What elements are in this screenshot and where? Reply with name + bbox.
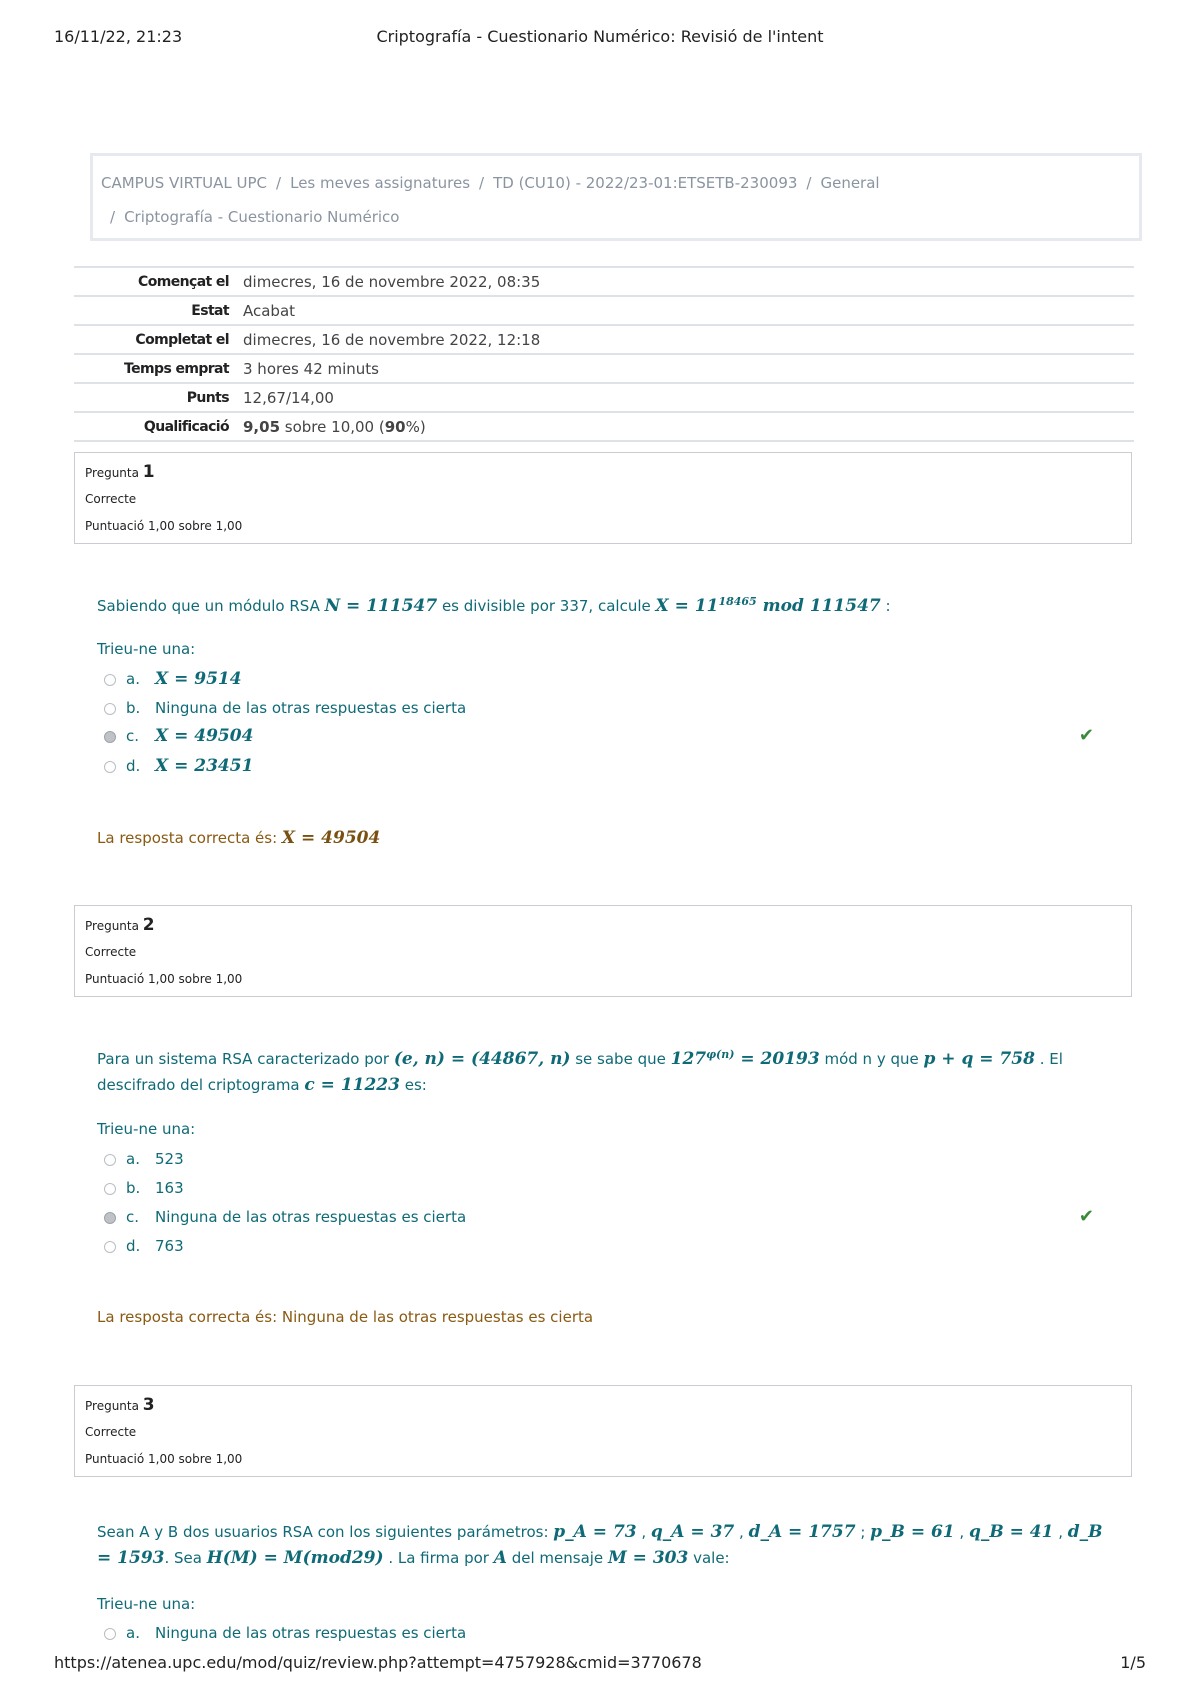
print-url: https://atenea.upc.edu/mod/quiz/review.php?attempt=4757928&cmid=3770678 xyxy=(54,1653,702,1672)
question-label: Pregunta xyxy=(85,466,139,480)
math-expression: mod 111547 xyxy=(756,596,881,616)
summary-label: Punts xyxy=(186,389,229,406)
question-state: Correcte xyxy=(85,492,137,506)
question-state: Correcte xyxy=(85,1425,137,1439)
math-expression: M = 303 xyxy=(607,1548,689,1568)
grade-percent: 90 xyxy=(384,417,406,436)
attempt-summary-table xyxy=(74,266,1134,442)
question-score: Puntuació 1,00 sobre 1,00 xyxy=(85,972,243,986)
summary-value: 12,67/14,00 xyxy=(243,388,334,407)
question-info-2 xyxy=(74,905,1132,997)
math-expression: q_A = 37 xyxy=(650,1522,735,1542)
math-expression: H(M) = M(mod29) xyxy=(206,1548,384,1568)
math-expression: p + q = 758 xyxy=(923,1049,1035,1069)
radio-button[interactable] xyxy=(104,674,116,686)
summary-value: 9,05 sobre 10,00 (90%) xyxy=(243,417,426,436)
question-label: Pregunta xyxy=(85,919,139,933)
math-expression: = 20193 xyxy=(734,1049,820,1069)
breadcrumb-link-course[interactable]: TD (CU10) - 2022/23-01:ETSETB-230093 xyxy=(493,174,798,192)
answer-prompt: Trieu-ne una: xyxy=(97,1120,196,1138)
math-exponent: φ(n) xyxy=(706,1048,735,1061)
answer-option-b[interactable]: b. Ninguna de las otras respuestas es cierta xyxy=(104,696,1094,720)
breadcrumb-link-quiz[interactable]: Criptografía - Cuestionario Numérico xyxy=(124,208,400,226)
breadcrumb xyxy=(90,153,1142,241)
radio-button[interactable] xyxy=(104,1241,116,1253)
summary-label: Començat el xyxy=(138,273,229,290)
question-number: 3 xyxy=(142,1395,155,1415)
summary-value: Acabat xyxy=(243,301,296,320)
summary-row xyxy=(74,354,1134,383)
breadcrumb-separator: / xyxy=(806,174,812,192)
question-text-1: Sabiendo que un módulo RSA N = 111547 es divisible por 337, calcule $X = 11^{18465}$ mod 111547 : xyxy=(97,595,891,616)
radio-button[interactable] xyxy=(104,1628,116,1640)
question-state: Correcte xyxy=(85,945,137,959)
breadcrumb-link-general[interactable]: General xyxy=(820,174,880,192)
breadcrumb-link-campus[interactable]: CAMPUS VIRTUAL UPC xyxy=(101,174,268,192)
correct-check-icon: ✔ xyxy=(1078,1206,1094,1227)
print-title: Criptografía - Cuestionario Numérico: Revisió de l'intent xyxy=(376,27,824,46)
radio-button[interactable] xyxy=(104,1183,116,1195)
breadcrumb-separator: / xyxy=(276,174,282,192)
print-date: 16/11/22, 21:23 xyxy=(54,27,183,46)
question-text-2: Para un sistema RSA caracterizado por (e, n) = (44867, n) se sabe que $127^{\varphi(n)} = 20193$ mód n y que p + q = 758 . El descifrado del criptograma c = 11223 es: xyxy=(97,1048,1063,1095)
math-expression: p_A = 73 xyxy=(553,1522,637,1542)
radio-button[interactable] xyxy=(104,703,116,715)
math-expression: d_B = 1593 xyxy=(97,1522,1103,1568)
radio-button-selected[interactable] xyxy=(104,1212,116,1224)
summary-row xyxy=(74,296,1134,325)
question-info-3 xyxy=(74,1385,1132,1477)
correct-answer-feedback: La resposta correcta és: X = 49504 xyxy=(97,828,381,848)
math-expression: (e, n) = (44867, n) xyxy=(393,1049,571,1069)
summary-value: 3 hores 42 minuts xyxy=(243,359,379,378)
summary-row xyxy=(74,412,1134,441)
radio-button[interactable] xyxy=(104,761,116,773)
question-number: 2 xyxy=(142,915,155,935)
summary-label: Completat el xyxy=(135,331,229,348)
answer-prompt: Trieu-ne una: xyxy=(97,640,196,658)
answer-option-d[interactable]: d. 763 xyxy=(104,1234,1094,1258)
question-info-1 xyxy=(74,452,1132,544)
breadcrumb-separator: / xyxy=(479,174,485,192)
breadcrumb-link-courses[interactable]: Les meves assignatures xyxy=(290,174,471,192)
answer-option-b[interactable]: b. 163 xyxy=(104,1176,1094,1200)
summary-value: dimecres, 16 de novembre 2022, 12:18 xyxy=(243,330,541,349)
page-number: 1/5 xyxy=(1120,1653,1146,1672)
summary-row xyxy=(74,267,1134,296)
summary-label: Temps emprat xyxy=(124,360,229,377)
breadcrumb-separator: / xyxy=(110,208,116,226)
correct-check-icon: ✔ xyxy=(1078,725,1094,746)
question-number: 1 xyxy=(142,462,155,482)
answer-option-c[interactable]: c. Ninguna de las otras respuestas es cierta ✔ xyxy=(104,1205,1094,1229)
answer-option-a[interactable]: a. X = 9514 xyxy=(104,667,1094,691)
math-expression: q_B = 41 xyxy=(968,1522,1054,1542)
summary-row xyxy=(74,383,1134,412)
summary-label: Estat xyxy=(191,302,229,319)
math-exponent: 18465 xyxy=(718,595,757,608)
math-expression: d_A = 1757 xyxy=(748,1522,856,1542)
question-score: Puntuació 1,00 sobre 1,00 xyxy=(85,1452,243,1466)
grade-value: 9,05 xyxy=(243,417,281,436)
question-text-3: Sean A y B dos usuarios RSA con los siguientes parámetros: p_A = 73 , q_A = 37 , d_A = 1757 ; p_B = 61 , q_B = 41 , d_B = 1593. Sea H(M) = M(mod29) . La firma por A del mensaje M = 303 vale: xyxy=(97,1522,1103,1568)
math-expression: p_B = 61 xyxy=(870,1522,955,1542)
answer-option-c[interactable]: c. X = 49504 ✔ xyxy=(104,724,1094,748)
answer-option-a[interactable]: a. 523 xyxy=(104,1147,1094,1171)
question-label: Pregunta xyxy=(85,1399,139,1413)
answer-option-a[interactable]: a. Ninguna de las otras respuestas es cierta xyxy=(104,1621,1094,1645)
math-expression: X = 11 xyxy=(655,596,719,616)
radio-button-selected[interactable] xyxy=(104,731,116,743)
question-score: Puntuació 1,00 sobre 1,00 xyxy=(85,519,243,533)
radio-button[interactable] xyxy=(104,1154,116,1166)
summary-label: Qualificació xyxy=(143,418,229,435)
answer-option-d[interactable]: d. X = 23451 xyxy=(104,754,1094,778)
summary-row xyxy=(74,325,1134,354)
summary-value: dimecres, 16 de novembre 2022, 08:35 xyxy=(243,272,541,291)
correct-answer-feedback: La resposta correcta és: Ninguna de las otras respuestas es cierta xyxy=(97,1308,594,1326)
answer-prompt: Trieu-ne una: xyxy=(97,1595,196,1613)
math-expression: 127 xyxy=(670,1049,707,1069)
math-expression: N = 111547 xyxy=(324,596,438,616)
math-expression: A xyxy=(493,1548,507,1568)
math-expression: c = 11223 xyxy=(304,1075,400,1095)
